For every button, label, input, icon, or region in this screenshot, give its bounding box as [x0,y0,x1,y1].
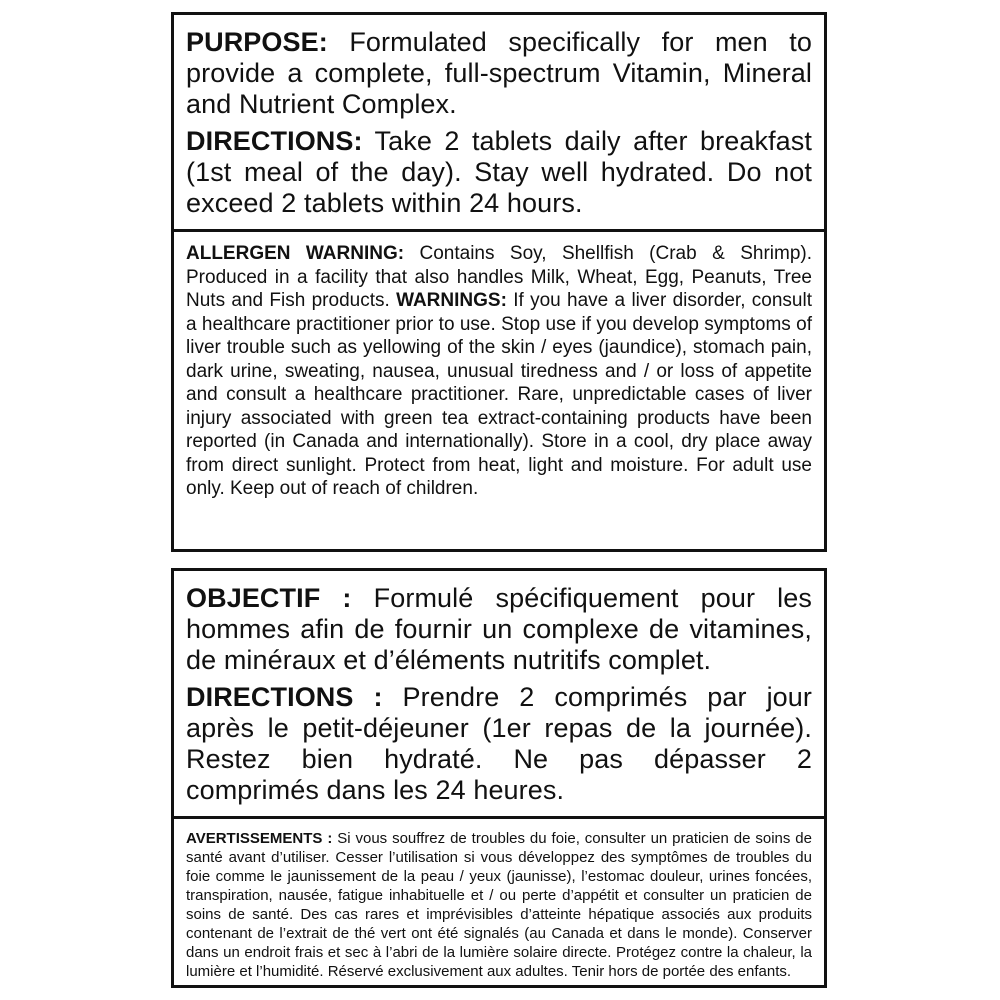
french-label-panel [171,568,827,988]
avertissements-heading: AVERTISSEMENTS : [186,830,333,847]
purpose-paragraph [186,27,812,120]
warnings-text: If you have a liver disorder, consult a healthcare practitioner prior to use. Stop use if you develop symptoms of liver trouble such as yellowing of the skin / eyes (jaundice), stomach pain, dark urine, sweating, nausea, unusual tiredness and / or loss of appetite and consult a healthcare practitioner. Rare, unpredictable cases of liver injury associated with green tea extract-containing products have been reported (in Canada and internationally). Store in a cool, dry place away from direct sunlight. Protect from heat, light and moisture. For adult use only. Keep out of reach of children. [186,290,812,499]
warnings-paragraph [186,242,812,501]
allergen-warning-heading: ALLERGEN WARNING: [186,243,405,264]
allergen-warning-text: Contains Soy, Shellfish (Crab & Shrimp). Produced in a facility that also handles Milk, Wheat, Egg, Peanuts, Tree Nuts and Fish products. [186,243,812,311]
directions-text: Take 2 tablets daily after breakfast (1st meal of the day). Stay well hydrated. Do not exceed 2 tablets within 24 hours. [186,126,812,218]
purpose-heading: PURPOSE: [186,27,328,57]
section-divider-fr [174,816,824,819]
directions-heading: DIRECTIONS: [186,126,363,156]
directions-paragraph [186,126,812,219]
avertissements-paragraph [186,829,812,981]
english-label-panel [171,12,827,552]
directions-fr-text: Prendre 2 comprimés par jour après le petit-déjeuner (1er repas de la journée). Restez bien hydraté. Ne pas dépasser 2 comprimés dans les 24 heures. [186,682,812,805]
directions-fr-heading: DIRECTIONS : [186,682,383,712]
avertissements-text: Si vous souffrez de troubles du foie, consulter un praticien de soins de santé avant d’utiliser. Cesser l’utilisation si vous développez des symptômes de troubles du foie comme le jaunissement de la peau / yeux (jaunisse), l’estomac douleur, urines foncées, transpiration, nausée, fatigue inhabituelle et / ou perte d’appétit et consulter un praticien de soins de santé. Des cas rares et imprévisibles d’atteinte hépatique associés aux produits contenant de l’extrait de thé vert ont été signalés (au Canada et dans le monde). Conserver dans un endroit frais et sec à l’abri de la lumière solaire directe. Protégez contre la chaleur, la lumière et l’humidité. Réservé exclusivement aux adultes. Tenir hors de portée des enfants. [186,830,812,980]
objectif-paragraph [186,583,812,676]
purpose-text: Formulated specifically for men to provide a complete, full-spectrum Vitamin, Mineral and Nutrient Complex. [186,27,812,119]
section-divider [174,229,824,232]
objectif-text: Formulé spécifiquement pour les hommes afin de fournir un complexe de vitamines, de minéraux et d’éléments nutritifs complet. [186,583,812,675]
objectif-heading: OBJECTIF : [186,583,352,613]
warnings-heading: WARNINGS: [396,290,507,311]
directions-fr-paragraph [186,682,812,806]
